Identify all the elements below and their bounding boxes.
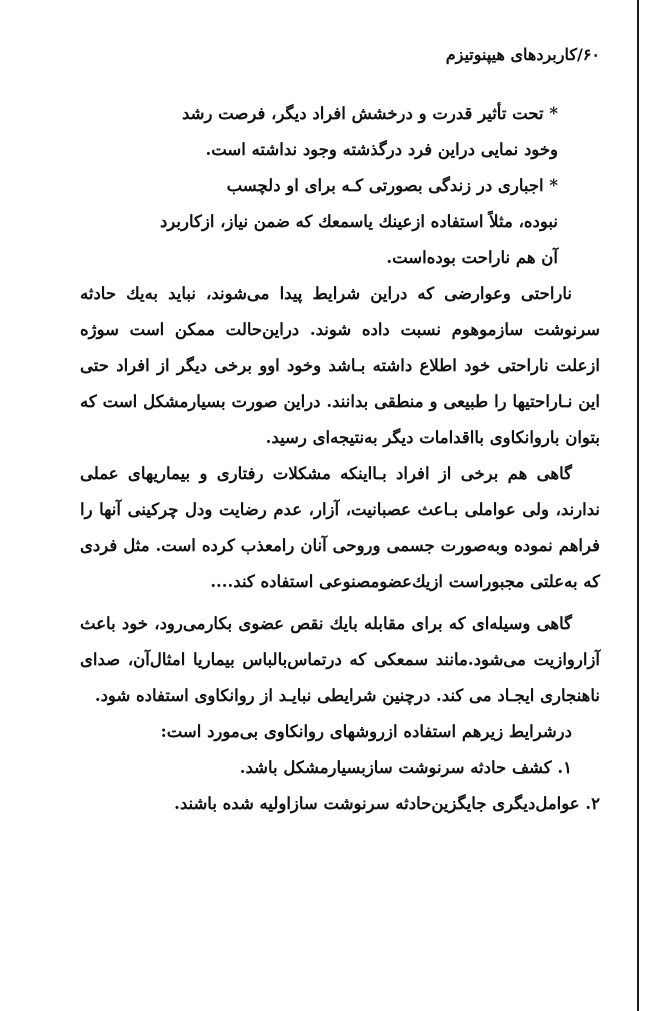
page-number: ۶۰ (582, 45, 600, 64)
body-text (80, 96, 600, 822)
book-page (80, 42, 600, 822)
book-title: کاربردهای هیپنوتیزم (445, 45, 577, 64)
bullet-item-1 (80, 96, 600, 168)
list-number: ۲. (585, 794, 600, 813)
numbered-list (80, 714, 600, 822)
bullet-line: آن هم ناراحت بوده‌است. (386, 248, 558, 267)
list-intro: درشرایط زیرهم استفاده ازروشهای روانکاوی بی‌مورد است: (160, 722, 572, 741)
star-marker: * (549, 104, 558, 123)
bullet-line: * اجباری در زندگی بصورتی کـه برای او دلچسب (226, 176, 558, 195)
bullet-line: وخود نمایی دراین فرد درگذشته وجود نداشته است. (205, 140, 558, 159)
bullet-line: * تحت تأثیر قدرت و درخشش افراد دیگر، فرصت رشد (181, 104, 558, 123)
star-marker: * (549, 176, 558, 195)
bullet-item-2 (80, 168, 600, 276)
paragraph-1: ناراحتی وعوارضی که دراین شرایط پیدا می‌شوند، نباید به‌یك حادثه سرنوشت سازموهوم نسبت داده شوند. دراین‌حالت ممکن است سوژه ازعلت ناراحتی خود اطلاع داشته بـاشد وخود اوو برخی دیگر از افراد حتی این نـاراحتیها را طبیعی و منطقی بدانند. دراین صورت بسیارمشکل است که بتوان باروانکاوی بااقدامات دیگر به‌نتیجه‌ای رسید. (80, 284, 600, 447)
paragraph-2: گاهی هم برخی از افراد بـااینکه مشکلات رفتاری و بیماریهای عملی ندارند، ولی عواملی بـاعث عصبانیت، آزار، عدم رضایت ودل چرکینی آنها را فراهم نموده وبه‌صورت جسمی وروحی آنان رامعذب کرده است. مثل فردی که به‌علتی مجبوراست ازیك‌عضومصنوعی استفاده کند.... (80, 464, 600, 591)
list-number: ۱. (557, 758, 572, 777)
bullet-line: نبوده، مثلاً استفاده ازعینك یاسمعك که ضمن نیاز، ازکاربرد (159, 212, 558, 231)
list-item-2: ۲. عوامل‌دیگری جایگزین‌حادثه سرنوشت سازاولیه شده باشند. (174, 794, 600, 813)
paragraph-3: گاهی وسیله‌ای که برای مقابله بایك نقص عضوی بکارمی‌رود، خود باعث آزاروازیت می‌شود.مانند سمعکی که درتماس‌بالباس بیماریا امثال‌آن، صدای ناهنجاری ایجـاد می کند. درچنین شرایطی نبایـد از روانکاوی استفاده شود. (80, 614, 600, 705)
header-separator: / (576, 45, 583, 64)
list-item-1: ۱. کشف حادثه سرنوشت سازبسیارمشکل باشد. (239, 758, 572, 777)
running-header (80, 42, 600, 68)
page-edge-rule (637, 0, 639, 1011)
